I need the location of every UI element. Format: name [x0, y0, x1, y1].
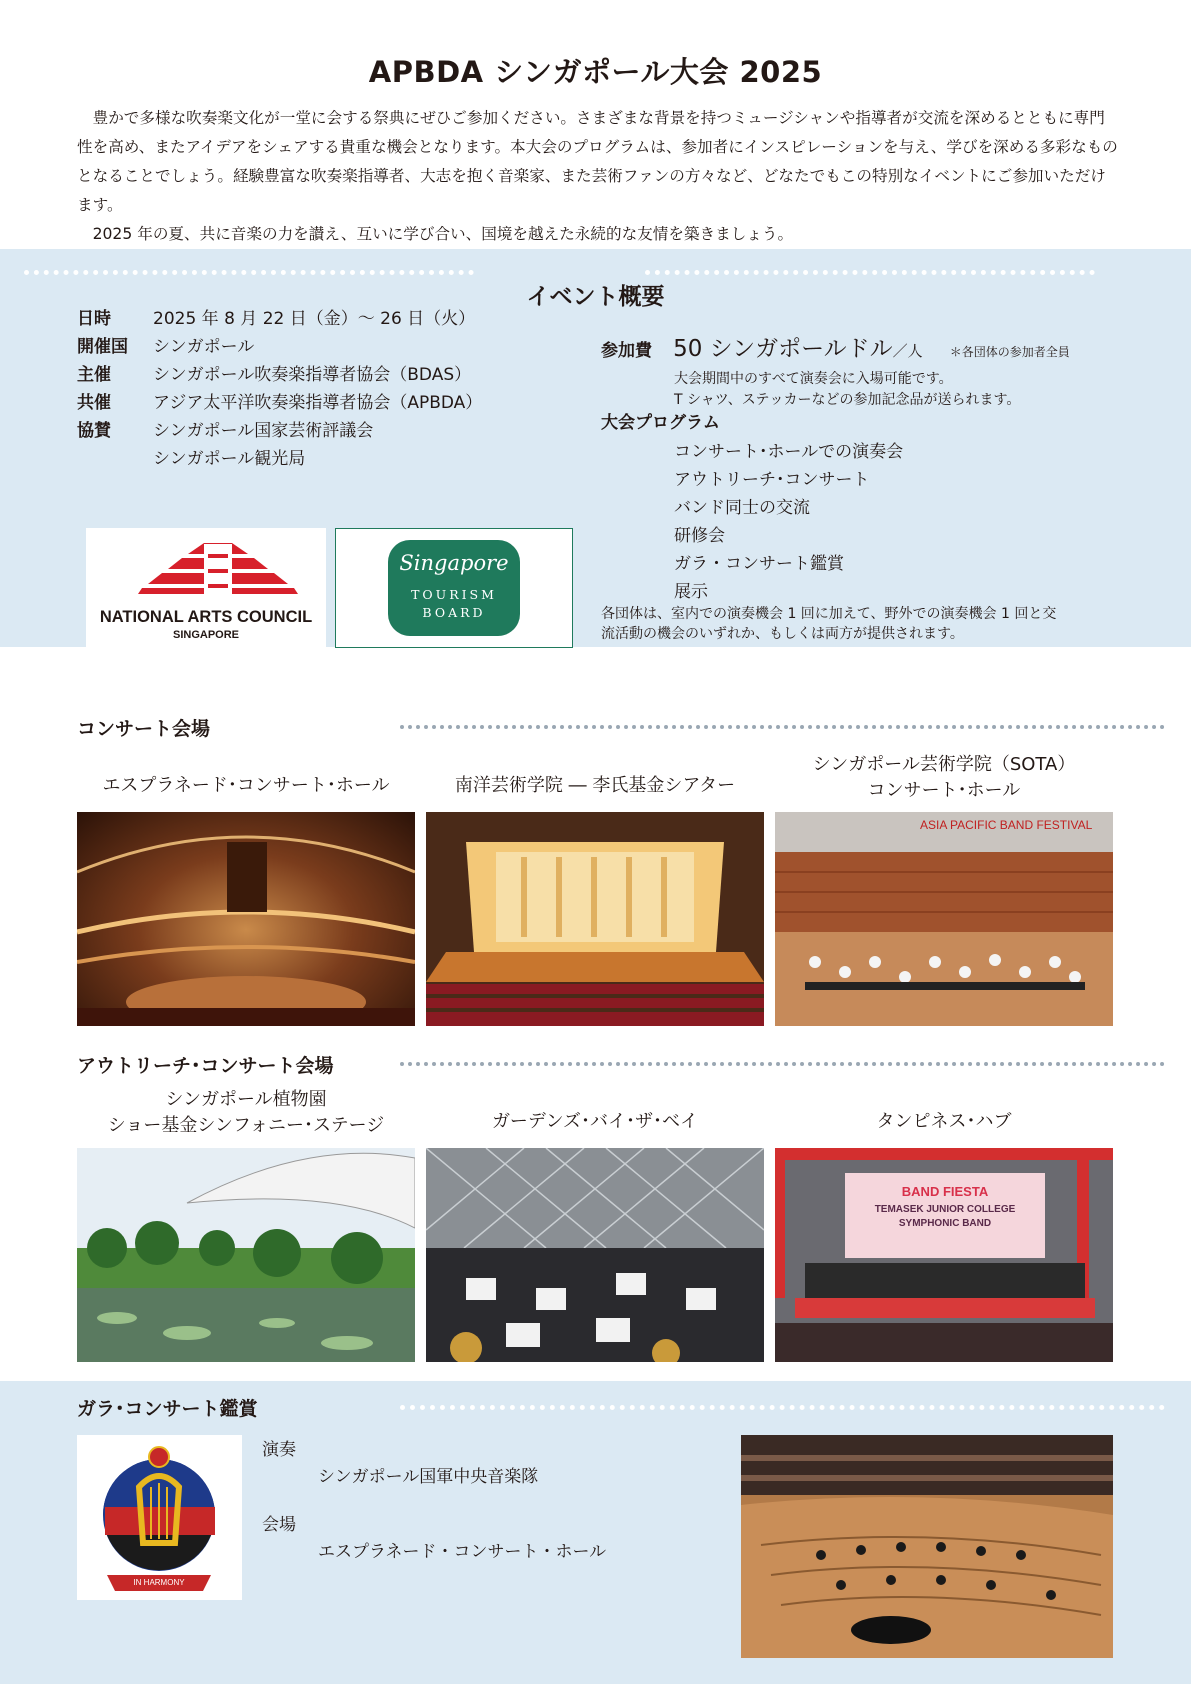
divider — [645, 270, 1095, 275]
program-label: 大会プログラム — [601, 413, 720, 433]
program-item: アウトリーチ･コンサート — [674, 470, 870, 490]
venue-caption — [775, 752, 1113, 804]
page-title: APBDA シンガポール大会 2025 — [368, 55, 823, 89]
info-row-sponsor-2 — [77, 444, 305, 469]
info-key: 開催国 — [77, 337, 128, 357]
venue-caption: 南洋芸術学院 ― 李氏基金シアター — [454, 775, 736, 796]
concert-heading: コンサート会場 — [77, 718, 211, 740]
fee-value: 50 シンガポールドル — [673, 336, 893, 362]
program-note-line: 流活動の機会のいずれか、もしくは両方が提供されます。 — [601, 626, 964, 642]
gala-perform-value: シンガポール国軍中央音楽隊 — [318, 1467, 539, 1487]
info-key: 共催 — [77, 393, 111, 413]
overview-heading: イベント概要 — [526, 284, 665, 310]
info-value: 2025 年 8 月 22 日（金）～ 26 日（火） — [153, 309, 476, 329]
venue-caption: エスプラネード･コンサート･ホール — [102, 775, 390, 796]
saf-band-crest — [77, 1435, 242, 1600]
intro-paragraph-2: 2025 年の夏、共に音楽の力を讃え、互いに学び合い、国境を越えた永続的な友情を築きましょう。 — [92, 225, 794, 243]
program-note-line: 各団体は、室内での演奏機会 1 回に加えて、野外での演奏機会 1 回と交 — [601, 606, 1057, 622]
sota-concert-hall-photo — [775, 812, 1113, 1026]
gardens-by-the-bay-photo — [426, 1148, 764, 1362]
program-item: コンサート･ホールでの演奏会 — [674, 442, 904, 462]
nafa-theatre-photo — [426, 812, 764, 1026]
info-row-coorganizer — [77, 388, 482, 413]
divider — [24, 270, 474, 275]
gala-venue-label: 会場 — [262, 1515, 296, 1535]
sota-illustration — [775, 812, 1113, 1026]
info-value: シンガポール観光局 — [153, 449, 306, 469]
info-row-organizer — [77, 360, 471, 385]
gala-illustration — [741, 1435, 1113, 1658]
esplanade-illustration — [77, 812, 415, 1026]
info-row-country — [77, 332, 254, 357]
fee-block — [601, 330, 1070, 363]
divider — [400, 1062, 1165, 1066]
nac-logo-country: SINGAPORE — [172, 629, 239, 641]
venue-caption: タンピネス･ハブ — [876, 1111, 1012, 1132]
venue-caption: ガーデンズ･バイ･ザ･ベイ — [491, 1111, 699, 1132]
info-value: アジア太平洋吹奏楽指導者協会（APBDA） — [153, 393, 483, 413]
venue-caption-line: シンガポール芸術学院（SOTA） — [812, 754, 1076, 775]
nafa-theatre-illustration — [426, 812, 764, 1026]
info-key: 日時 — [77, 309, 111, 329]
gala-perform-label: 演奏 — [262, 1440, 296, 1460]
fee-note: ＊各団体の参加者全員 — [949, 345, 1070, 359]
fee-description — [674, 369, 1020, 411]
stb-logo-line2: BOARD — [422, 605, 486, 620]
tampines-banner-title: BAND FIESTA — [901, 1184, 989, 1199]
gala-venue-value: エスプラネード・コンサート・ホール — [318, 1542, 607, 1562]
stb-logo — [335, 528, 573, 648]
fee-unit: ／人 — [892, 342, 923, 360]
stb-logo-line1: TOURISM — [411, 587, 497, 602]
stb-logo-script: Singapore — [399, 551, 509, 575]
fee-label: 参加費 — [601, 341, 652, 361]
venue-caption-line: コンサート･ホール — [867, 780, 1021, 801]
outreach-heading: アウトリーチ･コンサート会場 — [77, 1055, 334, 1077]
info-row-date — [77, 304, 475, 329]
tampines-hub-photo — [775, 1148, 1113, 1362]
gala-concert-photo — [741, 1435, 1113, 1658]
info-key: 協賛 — [77, 421, 111, 441]
intro-text — [77, 104, 1119, 249]
program-item: 研修会 — [674, 526, 725, 546]
nac-logo-name: NATIONAL ARTS COUNCIL — [99, 608, 313, 626]
tampines-banner-line: TEMASEK JUNIOR COLLEGE — [874, 1204, 1016, 1215]
venue-caption — [77, 1087, 415, 1139]
intro-paragraph-1: 豊かで多様な吹奏楽文化が一堂に会する祭典にぜひご参加ください。さまざまな背景を持つミュージシャンや指導者が交流を深めるとともに専門性を高め、またアイデアをシェアする貴重な機会となります。本大会のプログラムは、参加者にインスピレーションを与え、学びを深める多彩なものとなることでしょう。経験豊富な吹奏楽指導者、大志を抱く音楽家、また芸術ファンの方々など、どなたでもこの特別なイベントにご参加いただけます。 — [77, 109, 1118, 214]
botanic-illustration — [77, 1148, 415, 1362]
program-item: 展示 — [674, 582, 708, 602]
info-value: シンガポール — [153, 337, 255, 357]
gbtb-illustration — [426, 1148, 764, 1362]
divider — [400, 725, 1165, 729]
info-value: シンガポール吹奏楽指導者協会（BDAS） — [153, 365, 472, 385]
info-row-sponsor — [77, 416, 373, 441]
program-note — [601, 604, 1056, 644]
info-value: シンガポール国家芸術評議会 — [153, 421, 374, 441]
tampines-illustration — [775, 1148, 1113, 1362]
program-item: ガラ・コンサート鑑賞 — [674, 554, 844, 574]
esplanade-photo — [77, 812, 415, 1026]
venue-caption-line: シンガポール植物園 — [165, 1089, 327, 1110]
venue-caption-line: ショー基金シンフォニー･ステージ — [107, 1115, 385, 1136]
divider — [400, 1405, 1165, 1410]
crest-emblem — [77, 1435, 242, 1600]
sota-banner-text: ASIA PACIFIC BAND FESTIVAL — [920, 818, 1093, 832]
program-item: バンド同士の交流 — [674, 498, 810, 518]
nac-logo — [86, 528, 326, 648]
fee-desc-line: T シャツ、ステッカーなどの参加記念品が送られます。 — [674, 392, 1021, 408]
tampines-banner-line: SYMPHONIC BAND — [898, 1218, 992, 1229]
fee-desc-line: 大会期間中のすべて演奏会に入場可能です。 — [674, 371, 953, 387]
info-key: 主催 — [77, 365, 111, 385]
botanic-gardens-photo — [77, 1148, 415, 1362]
crest-motto: IN HARMONY — [133, 1578, 185, 1587]
gala-heading: ガラ･コンサート鑑賞 — [77, 1398, 258, 1420]
